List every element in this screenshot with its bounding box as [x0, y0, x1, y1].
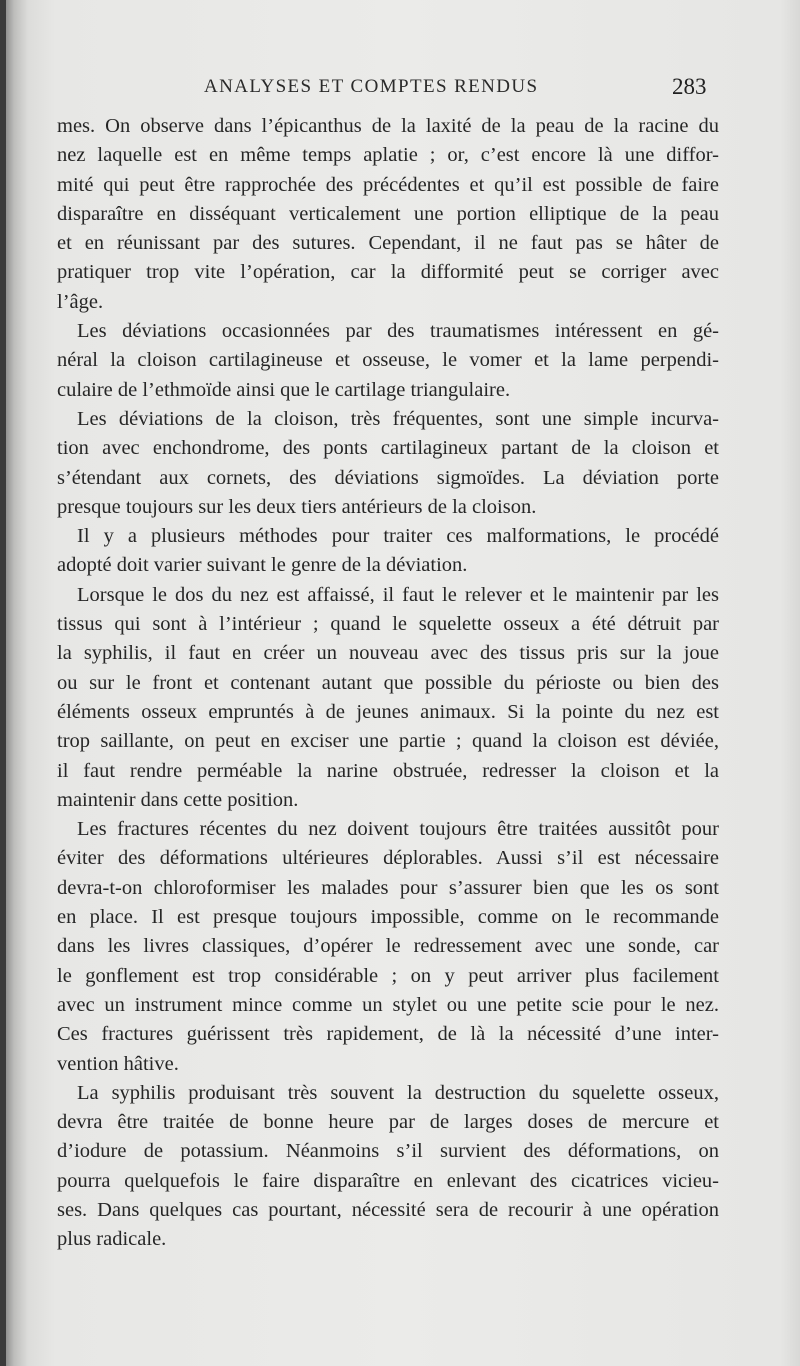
text-line: l’âge. [57, 290, 104, 313]
text-line: il faut rendre perméable la narine obstruée, redresser la cloison et la [57, 759, 719, 782]
text-line: en place. Il est presque toujours impossible, comme on le recommande [57, 906, 719, 929]
body-text [57, 112, 719, 1255]
page-number: 283 [672, 74, 707, 99]
paragraph-syphilis [57, 1079, 719, 1255]
running-header [0, 74, 800, 106]
text-line: d’iodure de potassium. Néanmoins s’il survient des déformations, on [57, 1140, 719, 1163]
text-line: Ces fractures guérissent très rapidement, de là la nécessité d’une inter- [57, 1023, 719, 1046]
text-line: mité qui peut être rapprochée des précédentes et qu’il est possible de faire [57, 173, 719, 196]
text-line: la syphilis, il faut en créer un nouveau avec des tissus pris sur la joue [57, 642, 719, 665]
binding-gutter [0, 0, 6, 1366]
text-line: tion avec enchondrome, des ponts cartilagineux partant de la cloison et [57, 437, 719, 460]
text-line: disparaître en disséquant verticalement une portion elliptique de la peau [57, 202, 719, 225]
text-line: mes. On observe dans l’épicanthus de la laxité de la peau de la racine du [57, 115, 719, 137]
paragraph-recent-fractures [57, 815, 719, 1079]
text-line: adopté doit varier suivant le genre de la déviation. [57, 554, 468, 577]
text-line: Les déviations de la cloison, très fréquentes, sont une simple incurva- [77, 407, 719, 430]
text-line: Les déviations occasionnées par des traumatismes intéressent en gé- [77, 320, 719, 343]
text-line: et en réunissant par des sutures. Cependant, il ne faut pas se hâter de [57, 232, 719, 255]
text-line: Il y a plusieurs méthodes pour traiter ces malformations, le procédé [77, 525, 719, 548]
text-line: vention hâtive. [57, 1052, 179, 1075]
text-line: éviter des déformations ultérieures déplorables. Aussi s’il est nécessaire [57, 847, 719, 870]
running-title: ANALYSES ET COMPTES RENDUS [204, 76, 539, 97]
paragraph-traumatic-deviations [57, 317, 719, 405]
text-line: devra être traitée de bonne heure par de larges doses de mercure et [57, 1111, 719, 1134]
text-line: néral la cloison cartilagineuse et osseuse, le vomer et la lame perpendi- [57, 349, 719, 372]
text-line: s’étendant aux cornets, des déviations sigmoïdes. La déviation porte [57, 466, 719, 489]
text-line: ou sur le front et contenant autant que possible du périoste ou bien des [57, 671, 719, 694]
text-line: Les fractures récentes du nez doivent toujours être traitées aussitôt pour [77, 818, 719, 841]
text-line: La syphilis produisant très souvent la destruction du squelette osseux, [77, 1081, 719, 1104]
paragraph-continuation [57, 112, 719, 317]
text-line: avec un instrument mince comme un stylet ou une petite scie pour le nez. [57, 993, 719, 1016]
text-line: dans les livres classiques, d’opérer le redressement avec une sonde, car [57, 935, 719, 958]
text-line: ses. Dans quelques cas pourtant, nécessité sera de recourir à une opération [57, 1198, 719, 1221]
paragraph-treatment-methods [57, 522, 719, 581]
text-line: culaire de l’ethmoïde ainsi que le cartilage triangulaire. [57, 378, 511, 401]
text-line: plus radicale. [57, 1228, 167, 1251]
text-line: pratiquer trop vite l’opération, car la difformité peut se corriger avec [57, 261, 719, 284]
text-line: nez laquelle est en même temps aplatie ; or, c’est encore là une diffor- [57, 144, 719, 167]
text-line: trop saillante, on peut en exciser une partie ; quand la cloison est déviée, [57, 730, 719, 753]
text-line: éléments osseux empruntés à de jeunes animaux. Si la pointe du nez est [57, 700, 719, 723]
text-line: tissus qui sont à l’intérieur ; quand le squelette osseux a été détruit par [57, 613, 719, 636]
text-line: Lorsque le dos du nez est affaissé, il faut le relever et le maintenir par les [77, 583, 719, 606]
text-line: presque toujours sur les deux tiers antérieurs de la cloison. [57, 495, 537, 518]
text-line: le gonflement est trop considérable ; on y peut arriver plus facilement [57, 964, 719, 987]
text-line: pourra quelquefois le faire disparaître en enlevant des cicatrices vicieu- [57, 1169, 719, 1192]
paragraph-nasal-collapse [57, 581, 719, 815]
text-line: maintenir dans cette position. [57, 788, 299, 811]
text-line: devra-t-on chloroformiser les malades pour s’assurer bien que les os sont [57, 876, 719, 899]
paragraph-septum-deviations [57, 405, 719, 522]
